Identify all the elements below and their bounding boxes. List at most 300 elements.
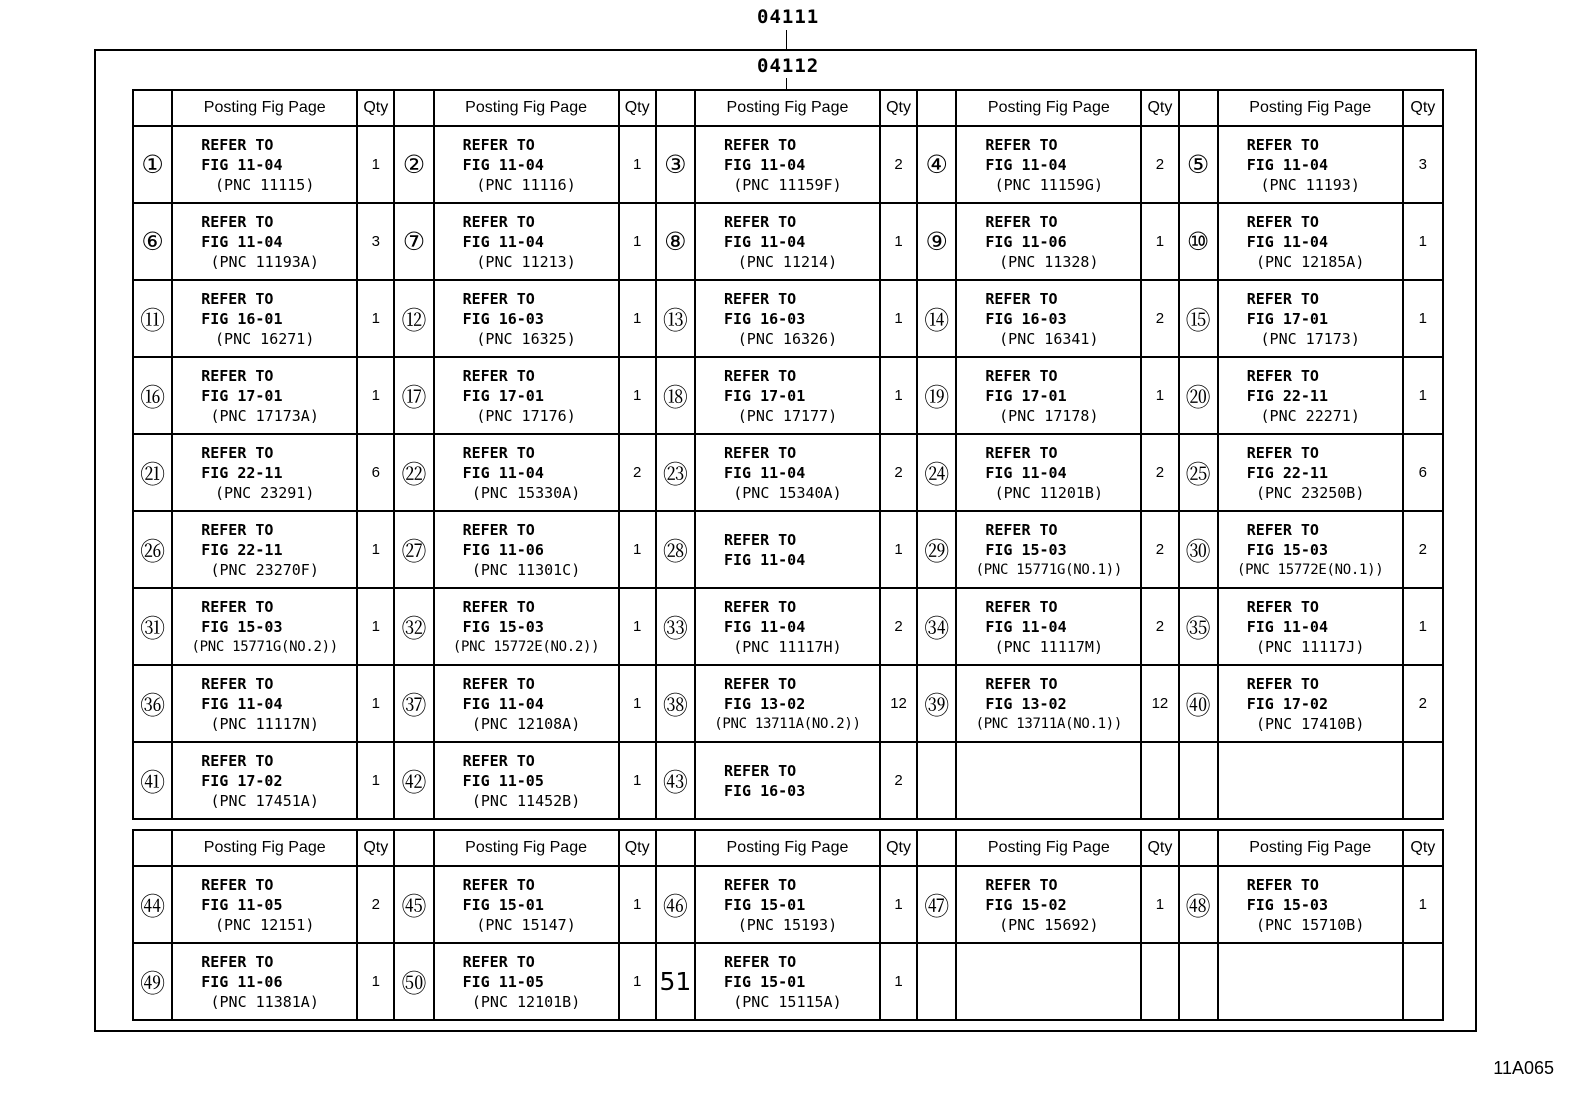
item-number: ㉜ bbox=[394, 588, 433, 665]
fig-page-text: FIG 15-01 bbox=[723, 972, 806, 991]
item-number: ㊷ bbox=[394, 742, 433, 819]
refer-to-text: REFER TO bbox=[201, 443, 274, 462]
reference-cell bbox=[695, 742, 880, 819]
fig-page-text: FIG 11-04 bbox=[985, 617, 1067, 636]
pnc-text: (PNC 17177) bbox=[737, 406, 838, 425]
ref-label-top: 04111 bbox=[757, 6, 820, 28]
header-qty-cell: Qty bbox=[880, 830, 917, 866]
item-number: ㊹ bbox=[133, 866, 172, 943]
refer-to-text: REFER TO bbox=[201, 366, 274, 385]
qty-cell: 1 bbox=[1403, 357, 1443, 434]
header-number-cell bbox=[1179, 830, 1218, 866]
header-qty-cell: Qty bbox=[880, 90, 917, 126]
reference-cell bbox=[434, 511, 619, 588]
reference-cell bbox=[172, 434, 357, 511]
refer-to-text: REFER TO bbox=[1246, 443, 1319, 462]
refer-to-text: REFER TO bbox=[201, 597, 274, 616]
header-number-cell bbox=[917, 90, 956, 126]
refer-to-text: REFER TO bbox=[462, 751, 535, 770]
refer-to-text: REFER TO bbox=[201, 212, 274, 231]
qty-cell: 1 bbox=[357, 126, 394, 203]
item-number: ⑧ bbox=[656, 203, 695, 280]
item-number: ② bbox=[394, 126, 433, 203]
parts-table-secondary bbox=[132, 829, 1444, 1021]
refer-to-text: REFER TO bbox=[1246, 366, 1319, 385]
refer-to-text: REFER TO bbox=[723, 443, 797, 462]
item-number: ㉖ bbox=[133, 511, 172, 588]
pnc-text: (PNC 15147) bbox=[476, 915, 576, 934]
qty-cell bbox=[1141, 943, 1178, 1020]
header-qty-cell: Qty bbox=[1403, 90, 1443, 126]
item-number: ⑯ bbox=[133, 357, 172, 434]
header-posting-cell: Posting Fig Page bbox=[956, 90, 1141, 126]
pnc-text: (PNC 23270F) bbox=[210, 560, 319, 579]
pnc-text: (PNC 22271) bbox=[1260, 406, 1360, 425]
refer-to-text: REFER TO bbox=[723, 674, 797, 693]
refer-to-text: REFER TO bbox=[201, 751, 274, 770]
refer-to-text: REFER TO bbox=[723, 366, 797, 385]
fig-page-text: FIG 17-01 bbox=[723, 386, 806, 405]
refer-to-text: REFER TO bbox=[201, 520, 274, 539]
header-number-cell bbox=[1179, 90, 1218, 126]
pnc-text: (PNC 12101B) bbox=[471, 992, 581, 1011]
reference-cell bbox=[434, 203, 619, 280]
fig-page-text: FIG 17-01 bbox=[462, 386, 544, 405]
fig-page-text: FIG 11-06 bbox=[201, 972, 283, 991]
qty-cell: 1 bbox=[619, 665, 656, 742]
reference-cell bbox=[172, 280, 357, 357]
pnc-text: (PNC 15340A) bbox=[733, 483, 842, 502]
pnc-text: (PNC 11159G) bbox=[994, 175, 1103, 194]
refer-to-text: REFER TO bbox=[723, 761, 797, 780]
refer-to-text: REFER TO bbox=[462, 366, 535, 385]
refer-to-text: REFER TO bbox=[201, 289, 274, 308]
pnc-text: (PNC 15193) bbox=[737, 915, 838, 934]
qty-cell: 1 bbox=[1403, 588, 1443, 665]
item-number: ㊺ bbox=[394, 866, 433, 943]
fig-page-text: FIG 11-04 bbox=[462, 694, 544, 713]
pnc-text: (PNC 12108A) bbox=[471, 714, 581, 733]
pnc-text: (PNC 15772E(NO.2)) bbox=[452, 638, 600, 655]
reference-cell bbox=[1218, 943, 1403, 1020]
qty-cell bbox=[1403, 943, 1443, 1020]
fig-page-text: FIG 11-04 bbox=[1246, 617, 1328, 636]
qty-cell: 1 bbox=[880, 943, 917, 1020]
qty-cell: 2 bbox=[1141, 126, 1178, 203]
qty-cell: 1 bbox=[619, 866, 656, 943]
fig-page-text: FIG 22-11 bbox=[1246, 463, 1328, 482]
pnc-text: (PNC 15330A) bbox=[471, 483, 581, 502]
fig-page-text: FIG 11-04 bbox=[985, 463, 1067, 482]
fig-page-text: FIG 11-04 bbox=[723, 463, 806, 482]
pnc-text: (PNC 11213) bbox=[476, 252, 576, 271]
fig-page-text: FIG 15-02 bbox=[985, 895, 1067, 914]
pnc-text: (PNC 16341) bbox=[999, 329, 1099, 348]
reference-cell bbox=[956, 126, 1141, 203]
leader-line-top bbox=[786, 30, 787, 49]
pnc-text: (PNC 11201B) bbox=[994, 483, 1103, 502]
reference-cell bbox=[172, 126, 357, 203]
refer-to-text: REFER TO bbox=[1246, 212, 1319, 231]
qty-cell: 1 bbox=[1403, 203, 1443, 280]
reference-cell bbox=[1218, 126, 1403, 203]
qty-cell: 1 bbox=[619, 126, 656, 203]
pnc-text: (PNC 11452B) bbox=[471, 791, 581, 810]
reference-cell bbox=[695, 665, 880, 742]
header-qty-cell: Qty bbox=[357, 90, 394, 126]
pnc-text: (PNC 17451A) bbox=[210, 791, 319, 810]
item-number: ⑩ bbox=[1179, 203, 1218, 280]
pnc-text: (PNC 16325) bbox=[476, 329, 576, 348]
header-number-cell bbox=[917, 830, 956, 866]
fig-page-text: FIG 16-01 bbox=[201, 309, 283, 328]
pnc-text: (PNC 15772E(NO.1)) bbox=[1237, 561, 1384, 578]
header-posting-cell: Posting Fig Page bbox=[695, 90, 880, 126]
table-row bbox=[133, 357, 1443, 434]
reference-cell bbox=[1218, 203, 1403, 280]
item-number: ⑭ bbox=[917, 280, 956, 357]
qty-cell: 1 bbox=[880, 866, 917, 943]
fig-page-text: FIG 11-05 bbox=[201, 895, 283, 914]
refer-to-text: REFER TO bbox=[985, 289, 1058, 308]
qty-cell: 1 bbox=[357, 742, 394, 819]
header-posting-cell: Posting Fig Page bbox=[172, 830, 357, 866]
fig-page-text: FIG 17-01 bbox=[201, 386, 283, 405]
header-posting-cell: Posting Fig Page bbox=[1218, 830, 1403, 866]
qty-cell: 6 bbox=[1403, 434, 1443, 511]
item-number: ① bbox=[133, 126, 172, 203]
header-qty-cell: Qty bbox=[619, 830, 656, 866]
pnc-text: (PNC 11115) bbox=[215, 175, 315, 194]
table-row bbox=[133, 588, 1443, 665]
qty-cell: 1 bbox=[357, 280, 394, 357]
reference-cell bbox=[172, 203, 357, 280]
item-number: 51 bbox=[656, 943, 695, 1020]
refer-to-text: REFER TO bbox=[985, 212, 1058, 231]
reference-cell bbox=[695, 588, 880, 665]
fig-page-text: FIG 15-01 bbox=[462, 895, 544, 914]
item-number bbox=[1179, 943, 1218, 1020]
fig-page-text: FIG 22-11 bbox=[1246, 386, 1328, 405]
fig-page-text: FIG 11-04 bbox=[201, 232, 283, 251]
qty-cell: 1 bbox=[619, 203, 656, 280]
reference-cell bbox=[434, 742, 619, 819]
refer-to-text: REFER TO bbox=[1246, 289, 1319, 308]
header-row bbox=[133, 90, 1443, 126]
item-number: ⑤ bbox=[1179, 126, 1218, 203]
item-number: ㊸ bbox=[656, 742, 695, 819]
table-row bbox=[133, 280, 1443, 357]
fig-page-text: FIG 17-02 bbox=[1246, 694, 1328, 713]
fig-page-text: FIG 16-03 bbox=[723, 309, 806, 328]
item-number: ㉓ bbox=[656, 434, 695, 511]
refer-to-text: REFER TO bbox=[462, 952, 535, 971]
fig-page-text: FIG 13-02 bbox=[723, 694, 806, 713]
pnc-text: (PNC 11159F) bbox=[733, 175, 842, 194]
qty-cell: 2 bbox=[880, 742, 917, 819]
pnc-text: (PNC 15771G(NO.2)) bbox=[191, 638, 338, 655]
header-posting-cell: Posting Fig Page bbox=[434, 830, 619, 866]
table-row bbox=[133, 203, 1443, 280]
header-qty-cell: Qty bbox=[357, 830, 394, 866]
item-number: ㊵ bbox=[1179, 665, 1218, 742]
pnc-text: (PNC 11193) bbox=[1260, 175, 1360, 194]
pnc-text: (PNC 17173A) bbox=[210, 406, 319, 425]
header-posting-cell: Posting Fig Page bbox=[434, 90, 619, 126]
item-number: ㉗ bbox=[394, 511, 433, 588]
fig-page-text: FIG 11-04 bbox=[985, 155, 1067, 174]
pnc-text: (PNC 17410B) bbox=[1256, 714, 1365, 733]
reference-cell bbox=[695, 357, 880, 434]
pnc-text: (PNC 11193A) bbox=[210, 252, 319, 271]
refer-to-text: REFER TO bbox=[462, 135, 535, 154]
qty-cell: 2 bbox=[1141, 434, 1178, 511]
item-number bbox=[917, 943, 956, 1020]
qty-cell: 2 bbox=[1141, 280, 1178, 357]
refer-to-text: REFER TO bbox=[1246, 520, 1319, 539]
item-number: ㉒ bbox=[394, 434, 433, 511]
pnc-text: (PNC 15710B) bbox=[1256, 915, 1365, 934]
item-number: ㊻ bbox=[656, 866, 695, 943]
refer-to-text: REFER TO bbox=[201, 135, 274, 154]
qty-cell: 1 bbox=[1141, 866, 1178, 943]
fig-page-text: FIG 11-04 bbox=[1246, 232, 1328, 251]
fig-page-text: FIG 11-04 bbox=[1246, 155, 1328, 174]
qty-cell: 12 bbox=[1141, 665, 1178, 742]
refer-to-text: REFER TO bbox=[985, 366, 1058, 385]
fig-page-text: FIG 13-02 bbox=[985, 694, 1067, 713]
pnc-text: (PNC 13711A(NO.1)) bbox=[975, 715, 1122, 732]
qty-cell: 1 bbox=[1141, 203, 1178, 280]
table-row bbox=[133, 126, 1443, 203]
reference-cell bbox=[956, 357, 1141, 434]
reference-cell bbox=[434, 280, 619, 357]
reference-cell bbox=[1218, 280, 1403, 357]
reference-cell bbox=[172, 943, 357, 1020]
reference-cell bbox=[172, 357, 357, 434]
refer-to-text: REFER TO bbox=[985, 135, 1058, 154]
header-number-cell bbox=[133, 90, 172, 126]
refer-to-text: REFER TO bbox=[201, 952, 274, 971]
reference-cell bbox=[956, 280, 1141, 357]
qty-cell: 1 bbox=[880, 511, 917, 588]
pnc-text: (PNC 13711A(NO.2)) bbox=[714, 715, 861, 732]
reference-cell bbox=[172, 511, 357, 588]
refer-to-text: REFER TO bbox=[985, 875, 1058, 894]
reference-cell bbox=[695, 866, 880, 943]
pnc-text: (PNC 11117J) bbox=[1256, 637, 1365, 656]
refer-to-text: REFER TO bbox=[723, 212, 797, 231]
header-qty-cell: Qty bbox=[1141, 90, 1178, 126]
item-number: ㉘ bbox=[656, 511, 695, 588]
fig-page-text: FIG 17-01 bbox=[1246, 309, 1328, 328]
reference-cell bbox=[956, 866, 1141, 943]
fig-page-text: FIG 22-11 bbox=[201, 463, 283, 482]
fig-page-text: FIG 15-03 bbox=[462, 617, 544, 636]
qty-cell: 1 bbox=[619, 742, 656, 819]
item-number: ⑰ bbox=[394, 357, 433, 434]
pnc-text: (PNC 15771G(NO.1)) bbox=[975, 561, 1122, 578]
reference-cell bbox=[956, 588, 1141, 665]
item-number: ⑳ bbox=[1179, 357, 1218, 434]
reference-cell bbox=[172, 588, 357, 665]
table-row bbox=[133, 434, 1443, 511]
refer-to-text: REFER TO bbox=[462, 443, 535, 462]
pnc-text: (PNC 11116) bbox=[476, 175, 576, 194]
qty-cell: 6 bbox=[357, 434, 394, 511]
reference-cell bbox=[1218, 588, 1403, 665]
pnc-text: (PNC 11301C) bbox=[471, 560, 581, 579]
qty-cell: 1 bbox=[880, 203, 917, 280]
header-posting-cell: Posting Fig Page bbox=[956, 830, 1141, 866]
qty-cell: 1 bbox=[1141, 357, 1178, 434]
reference-cell bbox=[695, 511, 880, 588]
ref-label-inner: 04112 bbox=[757, 55, 820, 77]
reference-cell bbox=[695, 943, 880, 1020]
fig-page-text: FIG 11-05 bbox=[462, 771, 544, 790]
refer-to-text: REFER TO bbox=[1246, 674, 1319, 693]
figure-id: 11A065 bbox=[1493, 1058, 1554, 1078]
qty-cell: 2 bbox=[880, 434, 917, 511]
item-number: ⑬ bbox=[656, 280, 695, 357]
item-number: ㉚ bbox=[1179, 511, 1218, 588]
qty-cell: 2 bbox=[1141, 588, 1178, 665]
refer-to-text: REFER TO bbox=[985, 674, 1058, 693]
reference-cell bbox=[434, 434, 619, 511]
table-row bbox=[133, 511, 1443, 588]
qty-cell: 2 bbox=[357, 866, 394, 943]
fig-page-text: FIG 11-04 bbox=[201, 155, 283, 174]
header-qty-cell: Qty bbox=[619, 90, 656, 126]
fig-page-text: FIG 15-03 bbox=[1246, 895, 1328, 914]
qty-cell bbox=[1403, 742, 1443, 819]
refer-to-text: REFER TO bbox=[723, 289, 797, 308]
header-qty-cell: Qty bbox=[1141, 830, 1178, 866]
qty-cell: 1 bbox=[1403, 866, 1443, 943]
pnc-text: (PNC 12185A) bbox=[1256, 252, 1365, 271]
item-number: ㊱ bbox=[133, 665, 172, 742]
pnc-text: (PNC 11117H) bbox=[733, 637, 842, 656]
item-number: ㊴ bbox=[917, 665, 956, 742]
refer-to-text: REFER TO bbox=[462, 289, 535, 308]
pnc-text: (PNC 15115A) bbox=[733, 992, 842, 1011]
item-number: ⑲ bbox=[917, 357, 956, 434]
item-number: ㉙ bbox=[917, 511, 956, 588]
qty-cell bbox=[1141, 742, 1178, 819]
table-row bbox=[133, 665, 1443, 742]
reference-cell bbox=[695, 126, 880, 203]
reference-cell bbox=[1218, 434, 1403, 511]
qty-cell: 1 bbox=[357, 511, 394, 588]
reference-cell bbox=[1218, 866, 1403, 943]
item-number: ④ bbox=[917, 126, 956, 203]
item-number: ㉑ bbox=[133, 434, 172, 511]
reference-cell bbox=[172, 866, 357, 943]
fig-page-text: FIG 11-06 bbox=[462, 540, 544, 559]
item-number: ⑨ bbox=[917, 203, 956, 280]
qty-cell: 1 bbox=[619, 588, 656, 665]
item-number: ⑫ bbox=[394, 280, 433, 357]
fig-page-text: FIG 11-04 bbox=[723, 232, 806, 251]
fig-page-text: FIG 17-02 bbox=[201, 771, 283, 790]
refer-to-text: REFER TO bbox=[462, 597, 535, 616]
qty-cell: 1 bbox=[1403, 280, 1443, 357]
refer-to-text: REFER TO bbox=[462, 875, 535, 894]
fig-page-text: FIG 16-03 bbox=[723, 781, 806, 800]
qty-cell: 2 bbox=[1403, 665, 1443, 742]
reference-cell bbox=[956, 742, 1141, 819]
pnc-text: (PNC 17178) bbox=[999, 406, 1099, 425]
item-number: ㊶ bbox=[133, 742, 172, 819]
refer-to-text: REFER TO bbox=[985, 443, 1058, 462]
header-posting-cell: Posting Fig Page bbox=[172, 90, 357, 126]
qty-cell: 1 bbox=[619, 280, 656, 357]
reference-cell bbox=[695, 203, 880, 280]
fig-page-text: FIG 11-04 bbox=[462, 463, 544, 482]
table-row bbox=[133, 943, 1443, 1020]
refer-to-text: REFER TO bbox=[462, 212, 535, 231]
item-number: ㉛ bbox=[133, 588, 172, 665]
header-number-cell bbox=[133, 830, 172, 866]
item-number: ㊼ bbox=[917, 866, 956, 943]
item-number: ㊲ bbox=[394, 665, 433, 742]
fig-page-text: FIG 11-04 bbox=[723, 617, 806, 636]
reference-cell bbox=[956, 665, 1141, 742]
reference-cell bbox=[172, 742, 357, 819]
qty-cell: 1 bbox=[619, 511, 656, 588]
qty-cell: 1 bbox=[357, 588, 394, 665]
qty-cell: 2 bbox=[880, 126, 917, 203]
qty-cell: 2 bbox=[1403, 511, 1443, 588]
reference-cell bbox=[434, 126, 619, 203]
item-number: ㉕ bbox=[1179, 434, 1218, 511]
fig-page-text: FIG 16-03 bbox=[462, 309, 544, 328]
item-number: ⑱ bbox=[656, 357, 695, 434]
refer-to-text: REFER TO bbox=[985, 520, 1058, 539]
qty-cell: 2 bbox=[619, 434, 656, 511]
pnc-text: (PNC 11117M) bbox=[994, 637, 1103, 656]
qty-cell: 3 bbox=[357, 203, 394, 280]
reference-cell bbox=[1218, 665, 1403, 742]
item-number bbox=[917, 742, 956, 819]
reference-cell bbox=[695, 280, 880, 357]
pnc-text: (PNC 11381A) bbox=[210, 992, 319, 1011]
qty-cell: 12 bbox=[880, 665, 917, 742]
qty-cell: 1 bbox=[357, 357, 394, 434]
header-number-cell bbox=[394, 830, 433, 866]
refer-to-text: REFER TO bbox=[723, 952, 797, 971]
refer-to-text: REFER TO bbox=[723, 875, 797, 894]
item-number: ㉔ bbox=[917, 434, 956, 511]
item-number: ㉞ bbox=[917, 588, 956, 665]
pnc-text: (PNC 23291) bbox=[215, 483, 315, 502]
reference-cell bbox=[434, 588, 619, 665]
table-row bbox=[133, 742, 1443, 819]
fig-page-text: FIG 11-04 bbox=[462, 232, 544, 251]
item-number: ㊳ bbox=[656, 665, 695, 742]
item-number: ㊾ bbox=[133, 943, 172, 1020]
header-number-cell bbox=[656, 90, 695, 126]
item-number: ㉝ bbox=[656, 588, 695, 665]
item-number: ㉟ bbox=[1179, 588, 1218, 665]
reference-cell bbox=[434, 665, 619, 742]
reference-cell bbox=[434, 866, 619, 943]
refer-to-text: REFER TO bbox=[985, 597, 1058, 616]
pnc-text: (PNC 11214) bbox=[737, 252, 838, 271]
fig-page-text: FIG 15-01 bbox=[723, 895, 806, 914]
fig-page-text: FIG 11-04 bbox=[723, 550, 806, 569]
qty-cell: 2 bbox=[880, 588, 917, 665]
